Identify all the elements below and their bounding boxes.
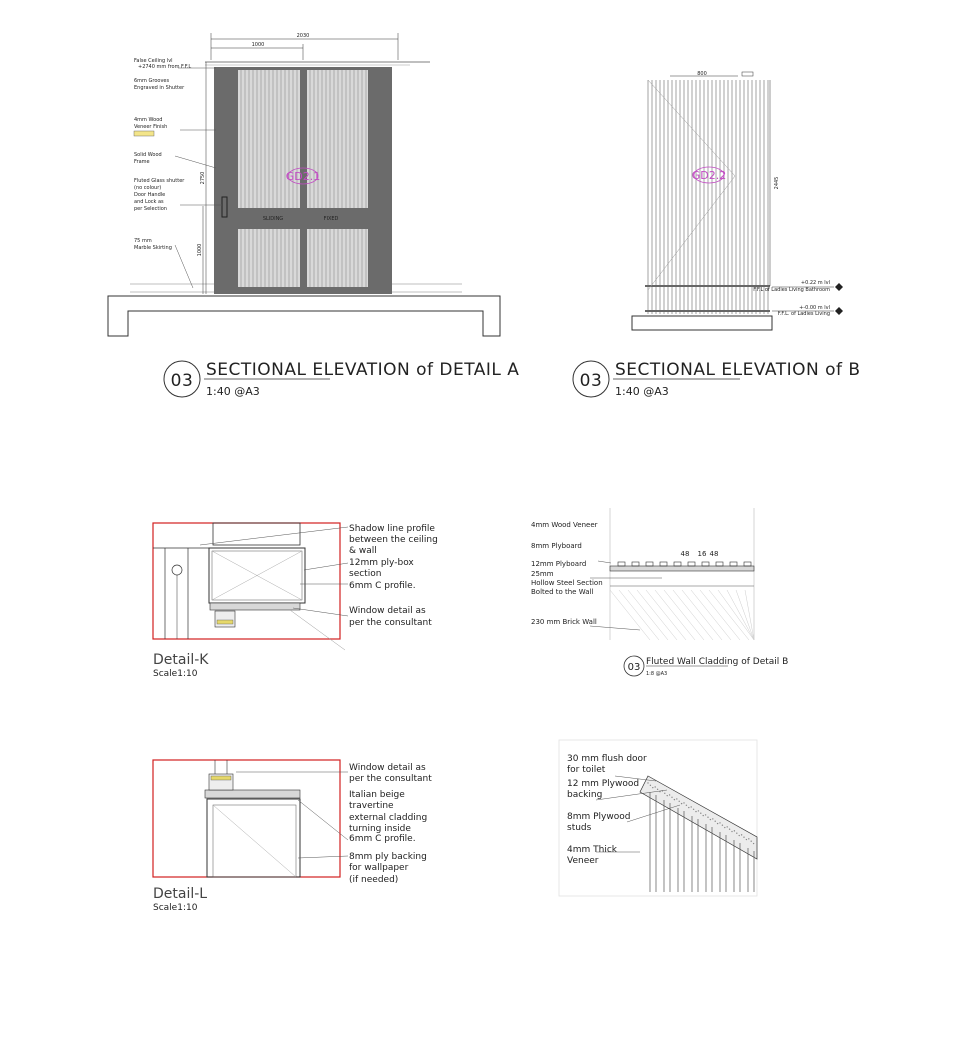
fill-dot <box>734 830 735 831</box>
flute-profile <box>632 562 639 566</box>
hatch-line <box>691 590 731 640</box>
title-num-f: 03 <box>627 662 641 673</box>
scale-detail-l: Scale1:10 <box>153 903 198 913</box>
note-d-door-2: for toilet <box>567 765 606 775</box>
fill-dot <box>698 810 699 811</box>
detail-k <box>153 523 438 679</box>
elevation-b <box>573 71 861 398</box>
elevation-a <box>108 33 519 398</box>
fill-dot <box>715 821 716 822</box>
fill-dot <box>674 799 675 800</box>
fill-dot <box>724 827 725 828</box>
flute-profile <box>688 562 695 566</box>
note-k-cprofile: 6mm C profile. <box>349 581 416 591</box>
hatch-line <box>727 590 754 640</box>
fill-dot <box>647 782 648 783</box>
note-l-travertine-4: turning inside <box>349 824 411 834</box>
label-fixed: FIXED <box>323 216 339 222</box>
fill-dot <box>700 813 701 814</box>
hatch-line <box>745 590 754 640</box>
note-d-ply: 12 mm Plywood <box>567 779 640 789</box>
note-l-travertine-3: external cladding <box>349 813 428 823</box>
note-a-veneer-2: Veneer Finish <box>134 124 168 130</box>
note-a-frame: Solid Wood <box>134 152 162 158</box>
level-marker-2 <box>835 307 843 315</box>
fill-dot <box>743 837 744 838</box>
fill-dot <box>691 806 692 807</box>
note-k-shadow-2: between the ceiling <box>349 535 438 545</box>
hatch-line <box>718 590 754 640</box>
note-k-plybox: 12mm ply-box <box>349 558 414 568</box>
note-f-hss: Hollow Steel Section <box>531 579 603 587</box>
fill-dot <box>693 809 694 810</box>
note-l-travertine: Italian beige <box>349 790 405 800</box>
notes-a <box>134 58 191 251</box>
hatch-line <box>655 590 695 640</box>
fill-dot <box>736 833 737 834</box>
note-l-ply-2: for wallpaper <box>349 863 409 873</box>
fill-dot <box>652 787 653 788</box>
title-b: SECTIONAL ELEVATION of B <box>615 360 861 380</box>
note-l-window: Window detail as <box>349 763 426 773</box>
detail-door <box>559 740 757 896</box>
fill-dot <box>695 811 696 812</box>
fill-dot <box>717 823 718 824</box>
hatch-line <box>700 590 740 640</box>
title-num-a: 03 <box>170 371 194 391</box>
dim-handle: 1000 <box>197 243 203 257</box>
title-detail-l: Detail-L <box>153 886 208 902</box>
scale-fluted: 1:8 @A3 <box>646 671 668 677</box>
scale-b: 1:40 @A3 <box>615 385 669 398</box>
fill-dot <box>707 817 708 818</box>
note-a-veneer: 4mm Wood <box>134 117 163 123</box>
note-d-veneer-2: Veneer <box>567 856 599 866</box>
hatch-line <box>736 590 754 640</box>
fill-dot <box>664 793 665 794</box>
flute-profile <box>674 562 681 566</box>
fill-dot <box>681 803 682 804</box>
hatch-line <box>646 590 686 640</box>
note-a-handle: Door Handle <box>134 192 166 198</box>
fill-dot <box>719 822 720 823</box>
dim-height-a: 2750 <box>200 171 206 185</box>
fill-dot <box>739 835 740 836</box>
note-f-12ply: 12mm Plyboard <box>531 560 587 568</box>
fill-dot <box>746 839 747 840</box>
level-marker-1 <box>835 283 843 291</box>
fill-dot <box>722 825 723 826</box>
fill-dot <box>683 802 684 803</box>
label-sliding: SLIDING <box>262 216 284 222</box>
dim-fluted-2: 16 <box>697 550 707 558</box>
level2-value: +-0.00 m lvl <box>799 305 830 311</box>
note-l-travertine-2: travertine <box>349 801 394 811</box>
dim-height-b: 2445 <box>774 176 780 190</box>
note-l-ply-3: (if needed) <box>349 875 399 885</box>
fill-dot <box>676 798 677 799</box>
flute-profile <box>660 562 667 566</box>
note-k-plybox-2: section <box>349 569 382 579</box>
fill-dot <box>727 826 728 827</box>
note-a-skirting: 75 mm <box>134 238 152 244</box>
note-f-8ply: 8mm Plyboard <box>531 542 582 550</box>
fill-dot <box>671 797 672 798</box>
flute-profile <box>646 562 653 566</box>
fill-dot <box>729 829 730 830</box>
fill-dot <box>679 801 680 802</box>
fill-dot <box>710 819 711 820</box>
note-l-cprofile: 6mm C profile. <box>349 834 416 844</box>
level2-text: F.F.L. of Ladies Living <box>777 311 830 317</box>
note-a-ceiling: False Ceiling lvl <box>134 58 173 64</box>
note-a-grooves: 6mm Grooves <box>134 78 170 84</box>
flute-profile <box>702 562 709 566</box>
fill-dot <box>751 840 752 841</box>
fill-dot <box>650 785 651 786</box>
fill-dot <box>655 786 656 787</box>
title-detail-k: Detail-K <box>153 652 209 668</box>
note-d-studs-2: studs <box>567 823 592 833</box>
hatch-line <box>619 590 659 640</box>
note-d-door: 30 mm flush door <box>567 754 647 764</box>
note-k-window: Window detail as <box>349 606 426 616</box>
scale-detail-k: Scale1:10 <box>153 669 198 679</box>
note-a-handle-3: per Selection <box>134 206 167 212</box>
fill-dot <box>748 838 749 839</box>
fill-dot <box>688 807 689 808</box>
scale-a: 1:40 @A3 <box>206 385 260 398</box>
note-k-shadow-3: & wall <box>349 546 377 556</box>
tag-gd2-1: GD2.1 <box>285 170 321 183</box>
hatch-line <box>664 590 704 640</box>
note-f-25: 25mm <box>531 570 554 578</box>
note-f-veneer: 4mm Wood Veneer <box>531 521 598 529</box>
note-a-grooves-2: Engraved in Shutter <box>134 85 185 91</box>
fill-dot <box>741 834 742 835</box>
dim-fluted-3: 48 <box>709 550 719 558</box>
note-l-ply: 8mm ply backing <box>349 852 427 862</box>
note-d-veneer: 4mm Thick <box>567 845 617 855</box>
note-d-ply-2: backing <box>567 790 603 800</box>
note-k-shadow: Shadow line profile <box>349 524 435 534</box>
note-l-window-2: per the consultant <box>349 774 432 784</box>
dim-top-b: 800 <box>697 71 707 77</box>
fill-dot <box>712 818 713 819</box>
note-f-brick: 230 mm Brick Wall <box>531 618 597 626</box>
level1-text: F.F.L of Ladies Living Bathroom <box>753 287 830 293</box>
fill-dot <box>703 815 704 816</box>
fill-dot <box>731 831 732 832</box>
hatch-line <box>709 590 749 640</box>
tag-gd2-2: GD2.2 <box>691 169 727 182</box>
fill-dot <box>753 843 754 844</box>
note-a-glass: Fluted Glass shutter <box>134 178 185 184</box>
note-a-frame-2: Frame <box>134 159 150 165</box>
hatch-line <box>637 590 677 640</box>
hatch-line <box>682 590 722 640</box>
fill-dot <box>686 805 687 806</box>
dim-leaf: 1000 <box>251 42 265 48</box>
hatch-line <box>673 590 713 640</box>
fill-dot <box>705 814 706 815</box>
flute-profile <box>730 562 737 566</box>
detail-l <box>153 760 432 913</box>
fill-dot <box>667 795 668 796</box>
dim-fluted-1: 48 <box>680 550 690 558</box>
fill-dot <box>669 794 670 795</box>
fill-dot <box>657 789 658 790</box>
flute-profile <box>716 562 723 566</box>
hatch-line <box>610 590 650 640</box>
note-a-skirting-2: Marble Skirting <box>134 245 172 251</box>
level1-value: +0.22 m lvl <box>800 280 830 286</box>
note-f-hss-2: Bolted to the Wall <box>531 588 594 596</box>
note-a-glass-2: (no colour) <box>134 185 162 191</box>
title-a: SECTIONAL ELEVATION of DETAIL A <box>206 360 520 380</box>
dim-total: 2030 <box>296 33 310 39</box>
title-fluted: Fluted Wall Cladding of Detail B <box>646 657 789 667</box>
note-a-ceiling-level: +2740 mm from F.F.L <box>138 64 192 70</box>
title-num-b: 03 <box>579 371 603 391</box>
finish-swatch <box>134 131 154 136</box>
hatch-line <box>628 590 668 640</box>
flute-profile <box>744 562 751 566</box>
detail-fluted <box>531 508 788 677</box>
note-d-studs: 8mm Plywood <box>567 812 631 822</box>
note-k-window-2: per the consultant <box>349 618 432 628</box>
note-a-handle-2: and Lock as <box>134 199 164 205</box>
flute-profile <box>618 562 625 566</box>
